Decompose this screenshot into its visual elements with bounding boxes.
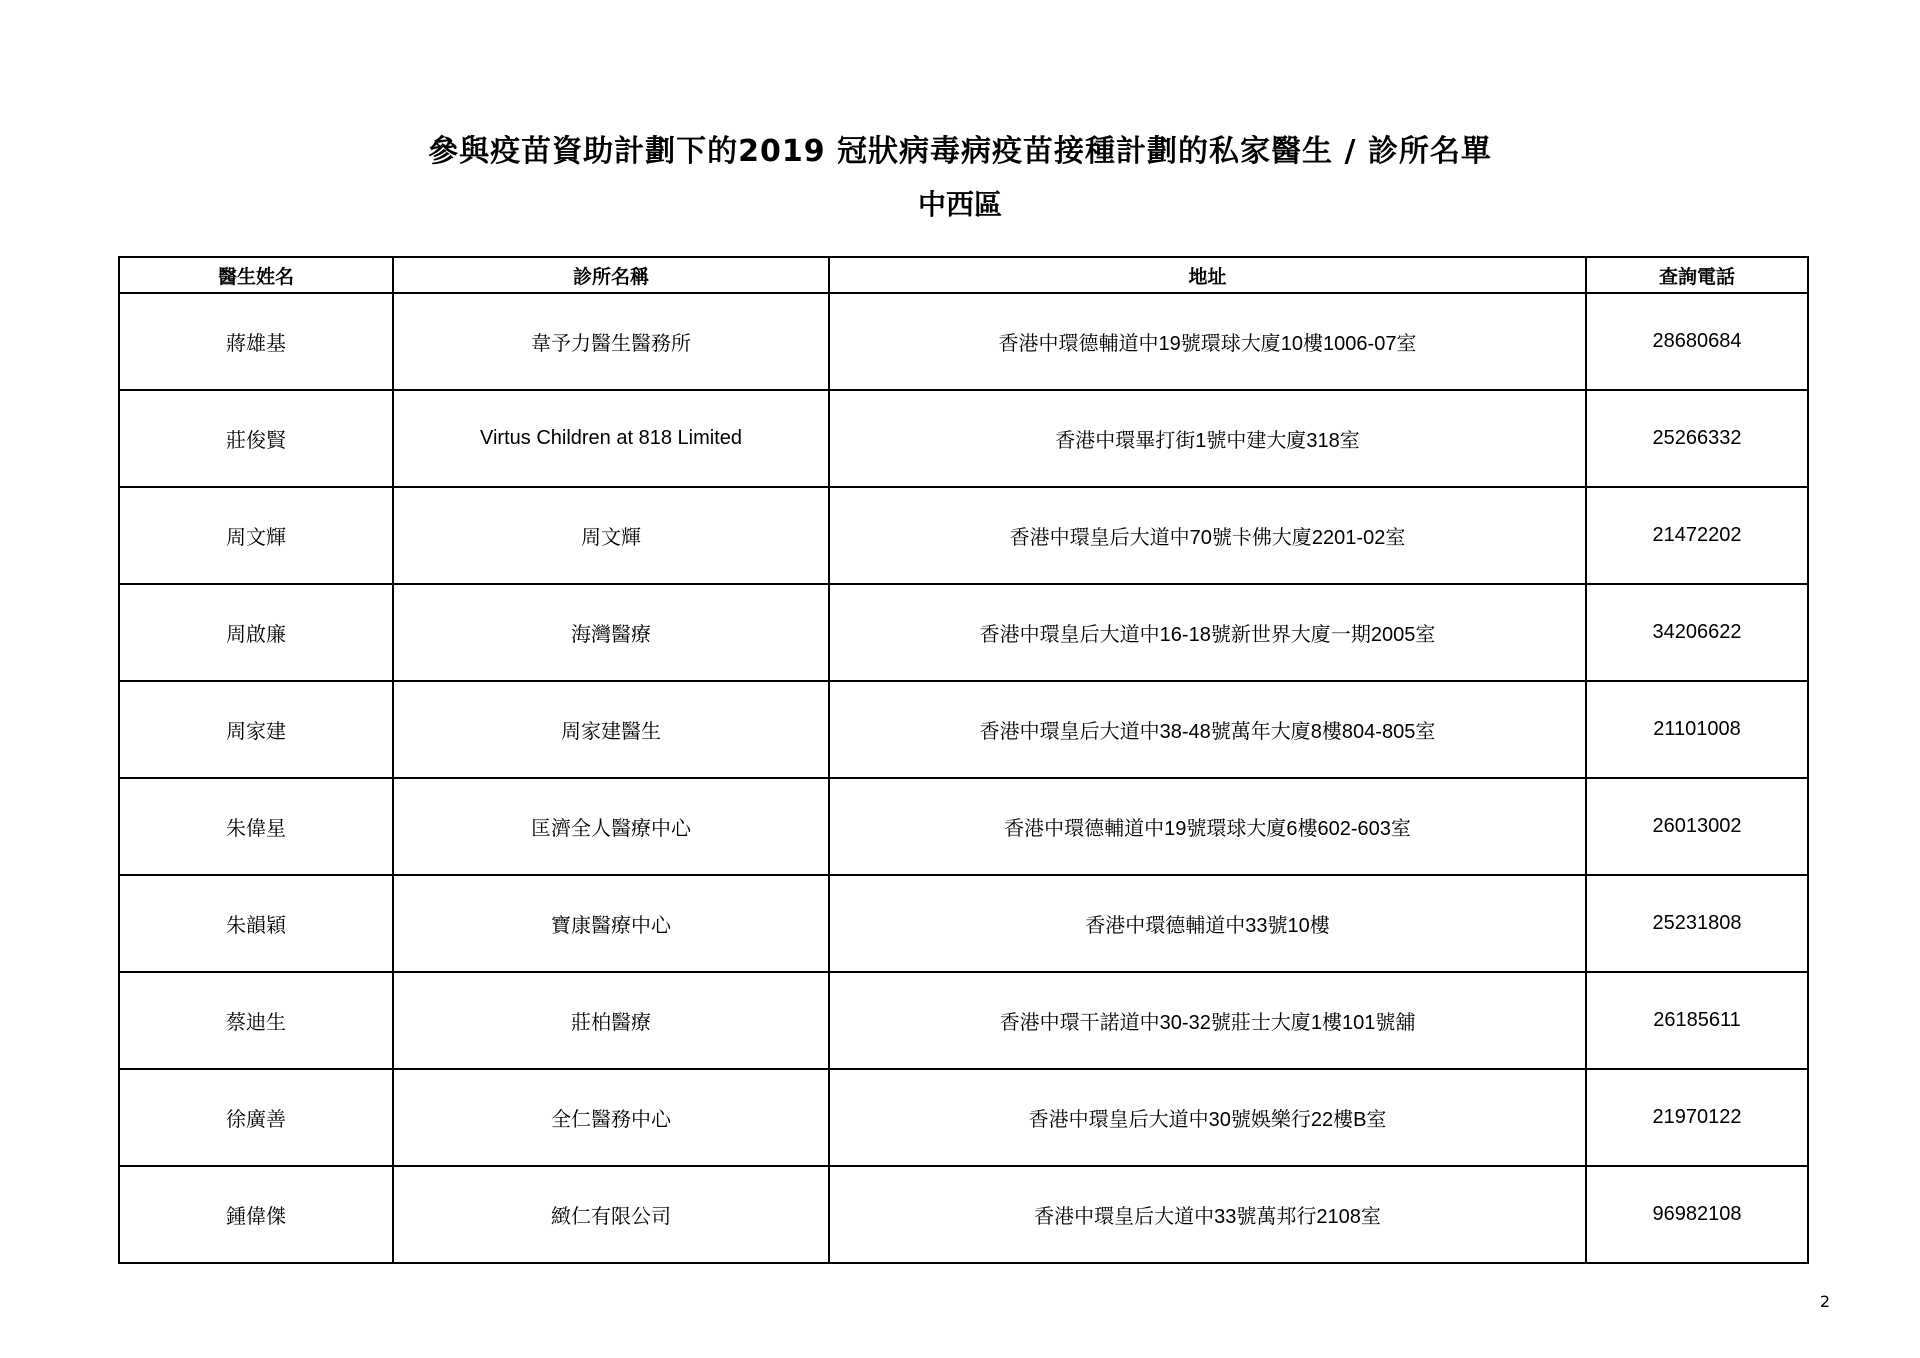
table-row [119, 1069, 1808, 1166]
doctor-clinic-table [118, 256, 1809, 1264]
clinic-name-cell: 韋予力醫生醫務所 [393, 293, 829, 390]
clinic-name-cell: 緻仁有限公司 [393, 1166, 829, 1263]
phone-cell: 25266332 [1586, 390, 1808, 487]
clinic-name-cell: 全仁醫務中心 [393, 1069, 829, 1166]
address-cell: 香港中環皇后大道中30號娛樂行22樓B室 [829, 1069, 1586, 1166]
table-row [119, 390, 1808, 487]
doctor-name-cell: 朱偉星 [119, 778, 393, 875]
header-doctor-name: 醫生姓名 [119, 257, 393, 293]
address-cell: 香港中環皇后大道中16-18號新世界大廈一期2005室 [829, 584, 1586, 681]
doctor-name-cell: 周家建 [119, 681, 393, 778]
doctor-name-cell: 蔣雄基 [119, 293, 393, 390]
address-cell: 香港中環德輔道中19號環球大廈6樓602-603室 [829, 778, 1586, 875]
doctor-name-cell: 莊俊賢 [119, 390, 393, 487]
phone-cell: 26185611 [1586, 972, 1808, 1069]
header-clinic-name: 診所名稱 [393, 257, 829, 293]
table-row [119, 972, 1808, 1069]
address-cell: 香港中環德輔道中19號環球大廈10樓1006-07室 [829, 293, 1586, 390]
address-cell: 香港中環干諾道中30-32號莊士大廈1樓101號舖 [829, 972, 1586, 1069]
table-row [119, 875, 1808, 972]
table-row [119, 1166, 1808, 1263]
clinic-name-cell: 匡濟全人醫療中心 [393, 778, 829, 875]
address-cell: 香港中環德輔道中33號10樓 [829, 875, 1586, 972]
table-row [119, 487, 1808, 584]
address-cell: 香港中環皇后大道中38-48號萬年大廈8樓804-805室 [829, 681, 1586, 778]
header-phone: 查詢電話 [1586, 257, 1808, 293]
clinic-name-cell: 寶康醫療中心 [393, 875, 829, 972]
table-row [119, 293, 1808, 390]
address-cell: 香港中環畢打街1號中建大廈318室 [829, 390, 1586, 487]
clinic-name-cell: 海灣醫療 [393, 584, 829, 681]
doctor-name-cell: 周啟廉 [119, 584, 393, 681]
phone-cell: 21472202 [1586, 487, 1808, 584]
clinic-name-cell: 周家建醫生 [393, 681, 829, 778]
phone-cell: 26013002 [1586, 778, 1808, 875]
document-title: 參與疫苗資助計劃下的2019 冠狀病毒病疫苗接種計劃的私家醫生 / 診所名單 [428, 134, 1492, 169]
district-heading: 中西區 [917, 188, 1002, 221]
doctor-name-cell: 周文輝 [119, 487, 393, 584]
table-row [119, 778, 1808, 875]
header-address: 地址 [829, 257, 1586, 293]
address-cell: 香港中環皇后大道中33號萬邦行2108室 [829, 1166, 1586, 1263]
phone-cell: 28680684 [1586, 293, 1808, 390]
phone-cell: 25231808 [1586, 875, 1808, 972]
phone-cell: 34206622 [1586, 584, 1808, 681]
address-cell: 香港中環皇后大道中70號卡佛大廈2201-02室 [829, 487, 1586, 584]
doctor-name-cell: 蔡迪生 [119, 972, 393, 1069]
table-header-row [119, 257, 1808, 293]
doctor-name-cell: 鍾偉傑 [119, 1166, 393, 1263]
page-number: 2 [1819, 1292, 1830, 1311]
phone-cell: 96982108 [1586, 1166, 1808, 1263]
clinic-name-cell: 周文輝 [393, 487, 829, 584]
doctor-name-cell: 朱韻穎 [119, 875, 393, 972]
doctor-name-cell: 徐廣善 [119, 1069, 393, 1166]
clinic-name-cell: Virtus Children at 818 Limited [393, 390, 829, 487]
phone-cell: 21101008 [1586, 681, 1808, 778]
table-row [119, 681, 1808, 778]
table-row [119, 584, 1808, 681]
clinic-name-cell: 莊柏醫療 [393, 972, 829, 1069]
phone-cell: 21970122 [1586, 1069, 1808, 1166]
